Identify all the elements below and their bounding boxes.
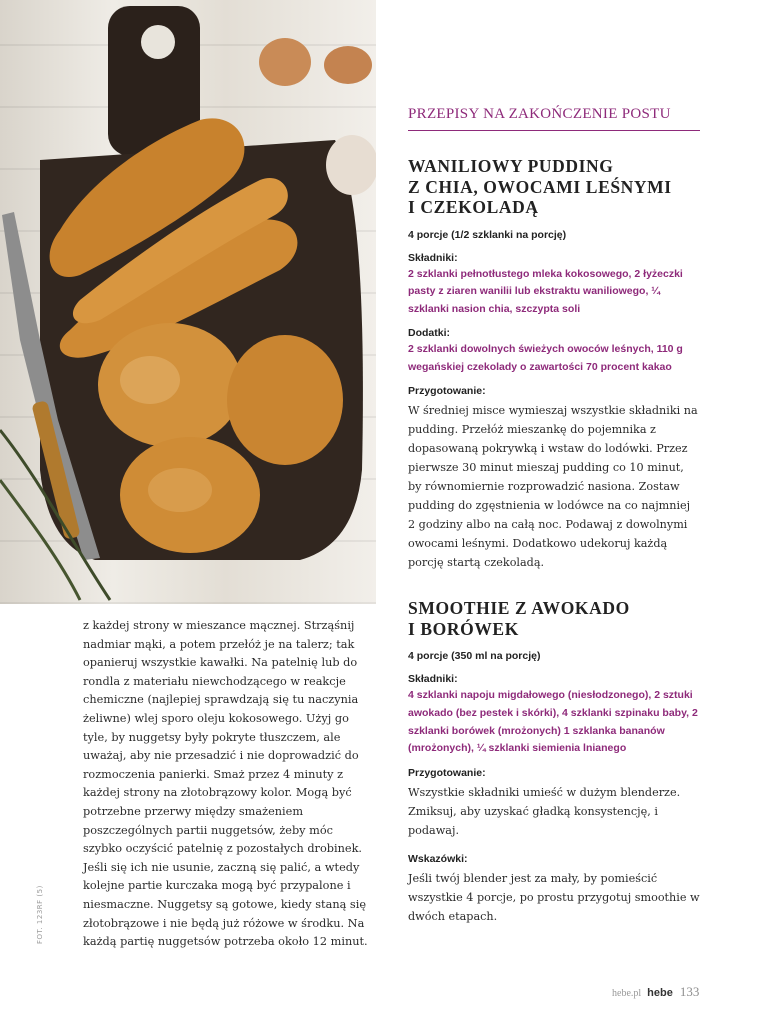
fried-chicken-illustration (0, 0, 376, 604)
section-title: PRZEPISY NA ZAKOŃCZENIE POSTU (408, 106, 700, 131)
page-footer (612, 983, 699, 1001)
ingredients-list: 4 szklanki napoju migdałowego (niesłodzonego), 2 sztuki awokado (bez pestek i skórki), 4 szklanki szpinaku baby, 2 szklanki borówek (mrożonych) 1 szklanka bananów (mrożonych), ¼ szklanki siemienia lnianego (408, 689, 698, 755)
garlic-clove (259, 38, 311, 86)
footer-site: hebe.pl (612, 988, 642, 999)
food-photo (0, 0, 376, 604)
ingredients-label: Składniki: (408, 673, 458, 686)
preparation-label: Przygotowanie: (408, 766, 486, 779)
tips-label: Wskazówki: (408, 852, 468, 865)
extras-list: 2 szklanki dowolnych świeżych owoców leśnych, 110 g wegańskiej czekolady o zawartości 70 procent kakao (408, 343, 683, 373)
recipe-title: SMOOTHIE Z AWOKADO I BORÓWEK (408, 598, 630, 639)
board-hole (141, 25, 175, 59)
extras-label: Dodatki: (408, 327, 450, 340)
preparation-text: Wszystkie składniki umieść w dużym blenderze. Zmiksuj, aby uzyskać gładką konsystencję, i podawaj. (408, 785, 681, 837)
recipe-portions: 4 porcje (1/2 szklanki na porcję) (408, 228, 567, 241)
footer-brand: hebe (647, 987, 673, 999)
recipe-smoothie (408, 598, 700, 925)
recipe-portions: 4 porcje (350 ml na porcję) (408, 650, 541, 663)
garlic-clove (324, 46, 372, 84)
page-number: 133 (679, 984, 700, 999)
photo-credit: FOT. 123RF (5) (36, 885, 44, 944)
recipes-column (408, 106, 700, 926)
preparation-label: Przygotowanie: (408, 385, 486, 398)
chicken-wing (227, 335, 343, 465)
garlic-bulb (326, 135, 376, 195)
ingredients-label: Składniki: (408, 251, 458, 264)
preparation-text: W średniej misce wymieszaj wszystkie składniki na pudding. Przełóż mieszankę do pojemnika z dopasowaną pokrywką i wstaw do lodówki. Przez pierwsze 30 minut mieszaj pudding co 10 minut, by równomiernie rozprowadzić nasiona. Zostaw pudding do zgęstnienia w lodówce na co najmniej 2 godziny albo na całą noc. Podawaj z dowolnymi owocami leśnymi. Dodatkowo udekoruj każdą porcję startą czekoladą. (408, 404, 698, 570)
ingredients-list: 2 szklanki pełnotłustego mleka kokosowego, 2 łyżeczki pasty z ziaren wanilii lub ekstraktu waniliowego, ¼ szklanki nasion chia, szczypta soli (408, 267, 683, 315)
tips-text: Jeśli twój blender jest za mały, by pomieścić wszystkie 4 porcje, po prostu przygotuj smoothie w dwóch etapach. (408, 871, 700, 923)
recipe-pudding (408, 156, 700, 572)
recipe-continuation-text: z każdej strony w mieszance mącznej. Strząśnij nadmiar mąki, a potem przełóż je na talerz; tak opanieruj wszystkie kawałki. Na patelnię lub do rondla z materiału niewchodzącego w reakcje chemiczne (najlepiej sprawdzają się tu naczynia żeliwne) wlej sporo oleju kokosowego. Użyj go tyle, by nuggetsy były pokryte tłuszczem, ale uważaj, aby nie przesadzić i nie doprowadzić do rozmoczenia panierki. Smaż przez 4 minuty z każdej strony na złotobrązowy kolor. Mogą być potrzebne przerwy między smażeniem poszczególnych partii nuggetsów, żeby móc szybko oczyścić patelnię z pozostałych drobinek. Jeśli się ich nie usunie, zaczną się palić, a wtedy kolejne partie kurczaka mogą być przypalone i niesmaczne. Nuggetsy są gotowe, kiedy staną się złotobrązowe i nie będą już różowe w środku. Na każdą partię nuggetsów potrzeba około 12 minut. (83, 619, 368, 949)
recipe-title: WANILIOWY PUDDING Z CHIA, OWOCAMI LEŚNYMI I CZEKOLADĄ (408, 156, 672, 217)
